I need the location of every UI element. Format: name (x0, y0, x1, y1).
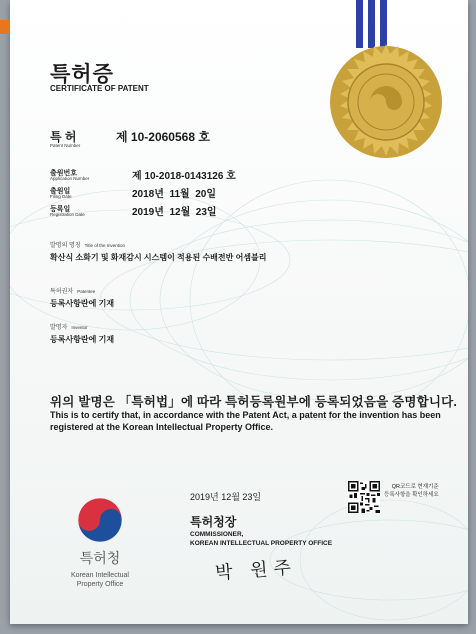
registration-date-label: 등록일 (50, 206, 71, 213)
orange-corner-tag (0, 20, 10, 34)
issue-date: 2019년 12월 23일 (190, 492, 262, 502)
patent-number-label: 특 허 (50, 130, 77, 144)
qr-code-icon[interactable] (348, 481, 380, 513)
registration-date-label-en: Registration Date (50, 212, 85, 217)
patentee-label (50, 286, 95, 295)
registration-date-value: 2019년 12월 23일 (132, 207, 217, 218)
commissioner-signature: 박 원주 (214, 557, 298, 584)
patentee-label-en: Patentee (77, 289, 96, 294)
filing-date-value: 2018년 11월 20일 (132, 189, 217, 200)
inventor-label (50, 322, 88, 331)
invention-title-label (50, 240, 125, 249)
patentee-value: 등록사항란에 기재 (50, 299, 115, 308)
commissioner-title-en (190, 530, 332, 548)
certificate-page (10, 0, 468, 624)
certification-text-en: This is to certify that, in accordance with the Patent Act, a patent for the invention has been registered at the Korean Intellectual Property Office. (50, 410, 441, 432)
office-name-en-line2: Property Office (76, 581, 124, 588)
ribbon-stripe-2 (368, 0, 375, 48)
inventor-label-en: Inventor (71, 325, 88, 330)
commissioner-title: 특허청장 (190, 515, 237, 529)
application-number-label: 출원번호 (50, 170, 78, 177)
invention-title-label-en: Title of the Invention (84, 243, 126, 248)
patent-number-label-en: Patent Number (50, 143, 81, 148)
filing-date-label-en: Filing Date (50, 194, 72, 199)
qr-note-line1: QR코드로 현재기준 (391, 484, 439, 490)
application-number-value: 제 10-2018-0143126 호 (132, 171, 236, 182)
kipo-logo-icon (77, 497, 123, 543)
patentee-label-ko: 특허권자 (50, 289, 74, 295)
office-name-en (10, 571, 190, 589)
gold-seal-icon (326, 42, 446, 162)
filing-date-label: 출원일 (50, 188, 71, 195)
commissioner-title-en-line1: COMMISSIONER, (190, 531, 244, 538)
qr-note-line2: 등록사항을 확인하세요 (384, 492, 439, 498)
inventor-value: 등록사항란에 기재 (50, 335, 115, 344)
inventor-label-ko: 발명자 (50, 325, 68, 331)
commissioner-title-en-line2: KOREAN INTELLECTUAL PROPERTY OFFICE (190, 540, 333, 547)
patent-number-value: 제 10-2060568 호 (116, 130, 210, 144)
certification-text-ko: 위의 발명은 「특허법」에 따라 특허등록원부에 등록되었음을 증명합니다. (50, 395, 458, 409)
invention-title-value: 확산식 소화기 및 화재감시 시스템이 적용된 수배전반 어셈블리 (50, 253, 267, 262)
certificate-title: 특허증 (50, 63, 114, 86)
qr-note (384, 483, 439, 499)
ribbon-stripe-1 (356, 0, 363, 48)
application-number-label-en: Application Number (50, 176, 90, 181)
invention-title-label-ko: 발명의 명칭 (50, 243, 81, 249)
office-name-en-line1: Korean Intellectual (71, 572, 129, 579)
certificate-title-en: CERTIFICATE OF PATENT (50, 84, 149, 93)
office-name-ko: 특허청 (79, 550, 121, 566)
ribbon-stripe-3 (380, 0, 387, 48)
